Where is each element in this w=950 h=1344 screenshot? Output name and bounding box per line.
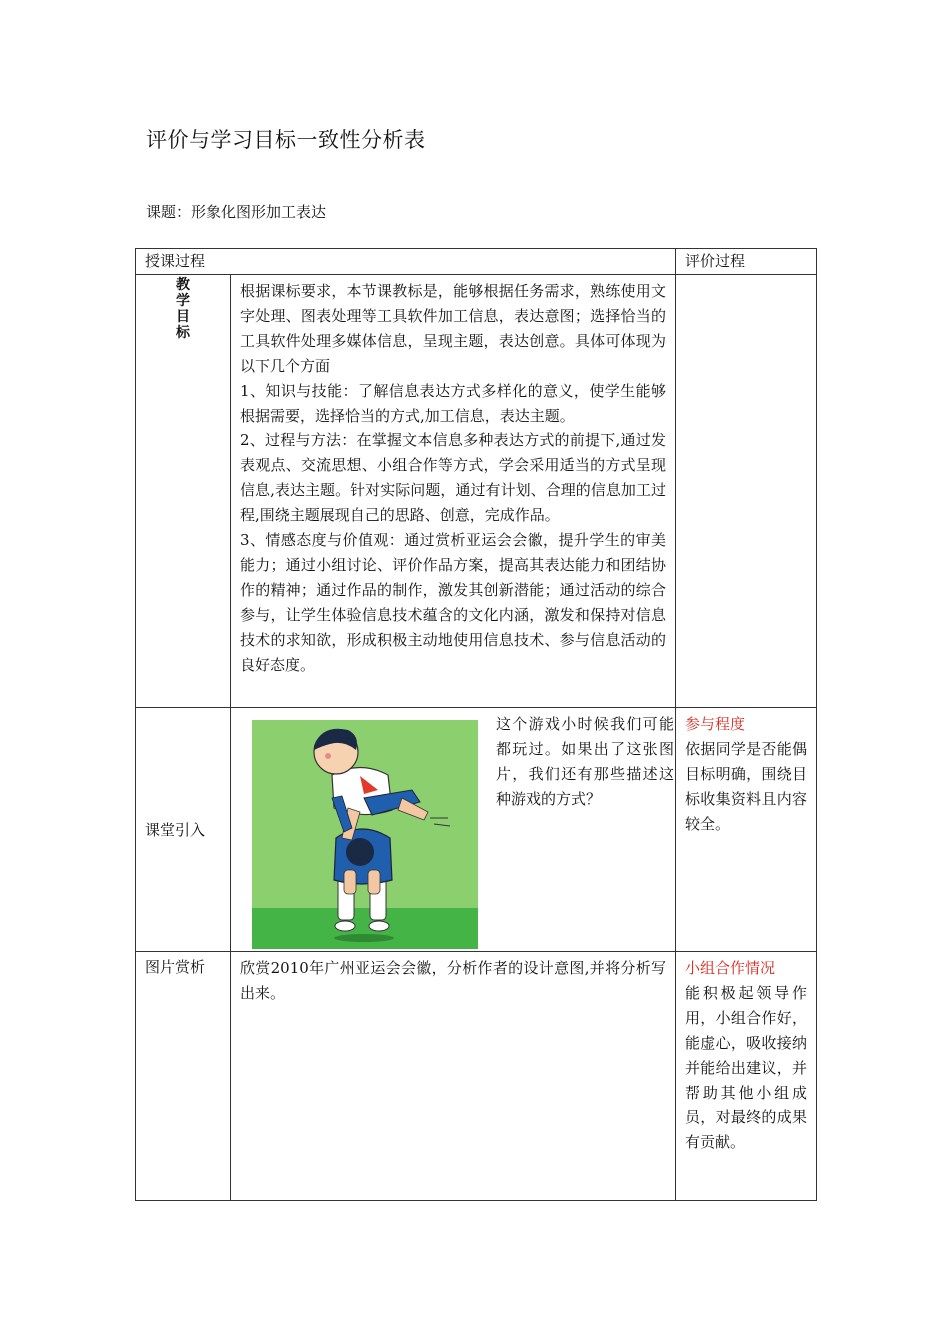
lesson-topic: 课题：形象化图形加工表达 xyxy=(146,203,327,221)
intro-question-text: 这个游戏小时候我们可能都玩过。如果出了这张图片，我们还有那些描述这种游戏的方式？ xyxy=(496,715,674,808)
goals-content xyxy=(231,275,675,682)
goals-knowledge-text: 1、知识与技能：了解信息表达方式多样化的意义，使学生能够根据需要，选择恰当的方式,加工信息，表达主题。 xyxy=(240,381,667,425)
document-title: 评价与学习目标一致性分析表 xyxy=(146,128,426,152)
goals-attitude-text: 3、情感态度与价值观：通过赏析亚运会会徽，提升学生的审美能力；通过小组讨论、评价作品方案，提高其表达能力和团结协作的精神；通过作品的制作，激发其创新潜能；通过活动的综合参与，让学生体验信息技术蕴含的文化内涵，激发和保持对信息技术的求知欲，形成积极主动地使用信息技术、参与信息活动的良好态度。 xyxy=(240,531,667,674)
goals-row xyxy=(136,275,817,708)
analysis-table xyxy=(135,248,817,1201)
goals-intro-text: 根据课标要求，本节课教标是，能够根据任务需求，熟练使用文字处理、图表处理等工具软件加工信息，表达意图；选择恰当的工具软件处理多媒体信息，呈现主题，表达创意。具体可体现为以下几个方面 xyxy=(240,282,667,375)
appreciate-label: 图片赏析 xyxy=(145,958,206,976)
intro-eval-title: 参与程度 xyxy=(685,715,746,733)
leapfrog-illustration xyxy=(252,720,478,949)
goals-process-text: 2、过程与方法：在掌握文本信息多种表达方式的前提下,通过发表观点、交流思想、小组合作等方式，学会采用适当的方式呈现信息,表达主题。针对实际问题，通过有计划、合理的信息加工过程,围绕主题展现自己的思路、创意，完成作品。 xyxy=(240,431,667,525)
appreciate-row xyxy=(136,952,817,1201)
intro-eval-text: 依据同学是否能偶目标明确，围绕目标收集资料且内容较全。 xyxy=(685,739,808,833)
appreciate-eval-title: 小组合作情况 xyxy=(685,959,776,977)
header-process: 授课过程 xyxy=(145,252,206,270)
appreciate-eval xyxy=(676,952,816,1159)
appreciate-eval-text: 能积极起领导作用，小组合作好，能虚心，吸收接纳并能给出建议，并帮助其他小组成员，对最终的成果有贡献。 xyxy=(685,983,808,1152)
intro-row xyxy=(136,708,817,952)
goals-label: 教学目标 xyxy=(176,277,190,341)
header-eval: 评价过程 xyxy=(685,252,746,270)
appreciate-task-text: 欣赏2010年广州亚运会会徽，分析作者的设计意图,并将分析写出来。 xyxy=(240,959,667,1002)
intro-eval xyxy=(676,708,816,841)
intro-label: 课堂引入 xyxy=(145,820,206,839)
table-header-row xyxy=(136,249,817,275)
